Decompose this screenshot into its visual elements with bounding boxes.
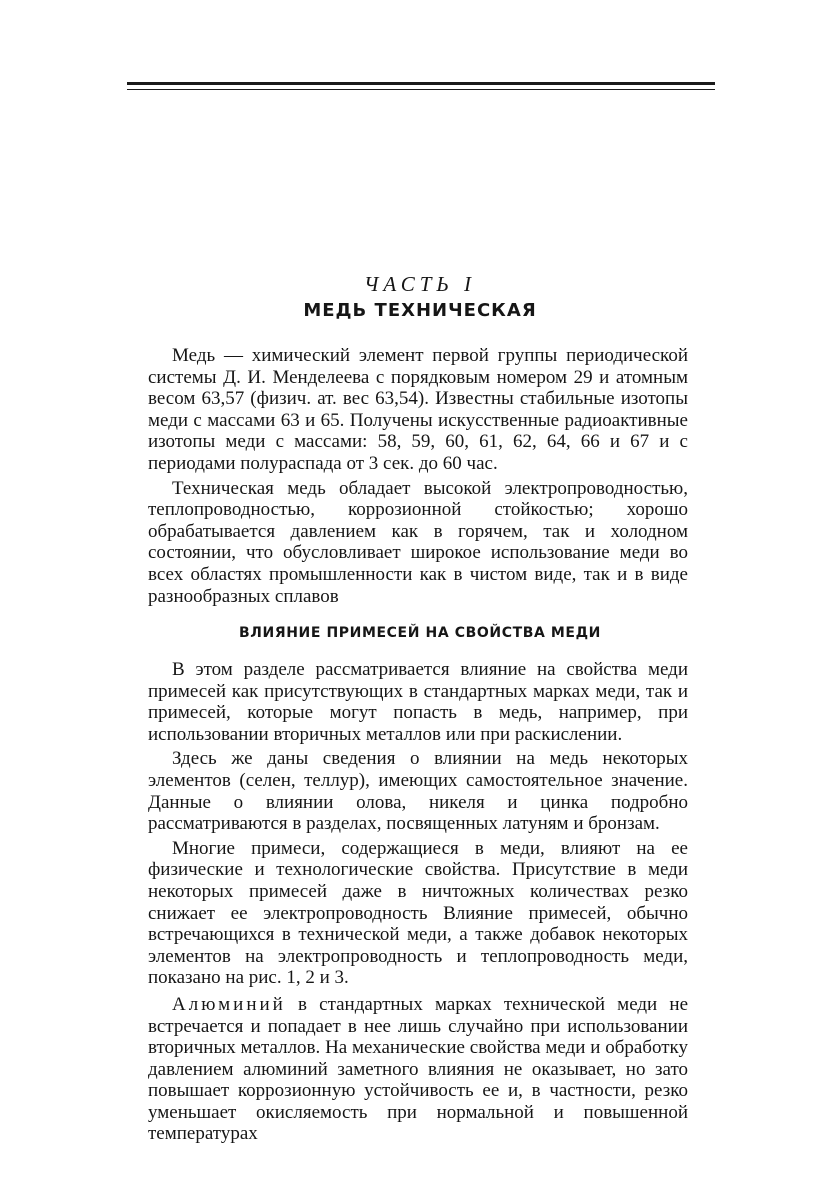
- section-paragraph: В этом разделе рассматривается влияние на свойства меди примесей как присутствующих в стандартных марках меди, так и примесей, которые могут попасть в медь, например, при использовании вторичных металлов или при раскислении.: [148, 659, 688, 745]
- intro-paragraph: Медь — химический элемент первой группы периодической системы Д. И. Менделеева с порядковым номером 29 и атомным весом 63,57 (физич. ат. вес 63,54). Известны стабильные изотопы меди с массами 63 и 65. Получены искусственные радиоактивные изотопы меди с массами: 58, 59, 60, 61, 62, 64, 66 и 67 и с периодами полураспада от 3 сек. до 60 час.: [148, 345, 688, 474]
- section-heading: ВЛИЯНИЕ ПРИМЕСЕЙ НА СВОЙСТВА МЕДИ: [239, 625, 601, 641]
- intro-section: [148, 345, 688, 610]
- impurities-section: [148, 659, 688, 1148]
- part-label: ЧАСТЬ I: [363, 272, 477, 296]
- page-title: МЕДЬ ТЕХНИЧЕСКАЯ: [303, 300, 537, 321]
- section-paragraph: Многие примеси, содержащиеся в меди, влияют на ее физические и технологические свойства. Присутствие в меди некоторых примесей даже в ничтожных количествах резко снижает ее электропроводность Влияние примесей, обычно встречающихся в технической меди, а также добавок некоторых элементов на электропроводность и теплопроводность меди, показано на рис. 1, 2 и 3.: [148, 837, 688, 989]
- aluminum-term: Алюминий: [172, 993, 286, 1015]
- section-paragraph: Здесь же даны сведения о влиянии на медь некоторых элементов (селен, теллур), имеющих самостоятельное значение. Данные о влиянии олова, никеля и цинка подробно рассматриваются в разделах, посвященных латуням и бронзам.: [148, 748, 688, 835]
- header-rule-thick: [127, 82, 715, 85]
- aluminum-text: в стандартных марках технической меди не встречается и попадает в нее лишь случайно при использовании вторичных металлов. На механические свойства меди и обработку давлением алюминий заметного влияния не оказывает, но зато повышает коррозионную устойчивость ее и, в частности, резко уменьшает окисляемость при нормальной и повышенной температурах: [148, 993, 688, 1145]
- header-rule-thin: [127, 89, 715, 90]
- intro-paragraph: Техническая медь обладает высокой электропроводностью, теплопроводностью, коррозионной стойкостью; хорошо обрабатывается давлением как в горячем, так и холодном состоянии, что обусловливает широкое использование меди во всех областях промышленности как в чистом виде, так и в виде разнообразных сплавов: [148, 477, 688, 607]
- aluminum-paragraph: [148, 994, 688, 1145]
